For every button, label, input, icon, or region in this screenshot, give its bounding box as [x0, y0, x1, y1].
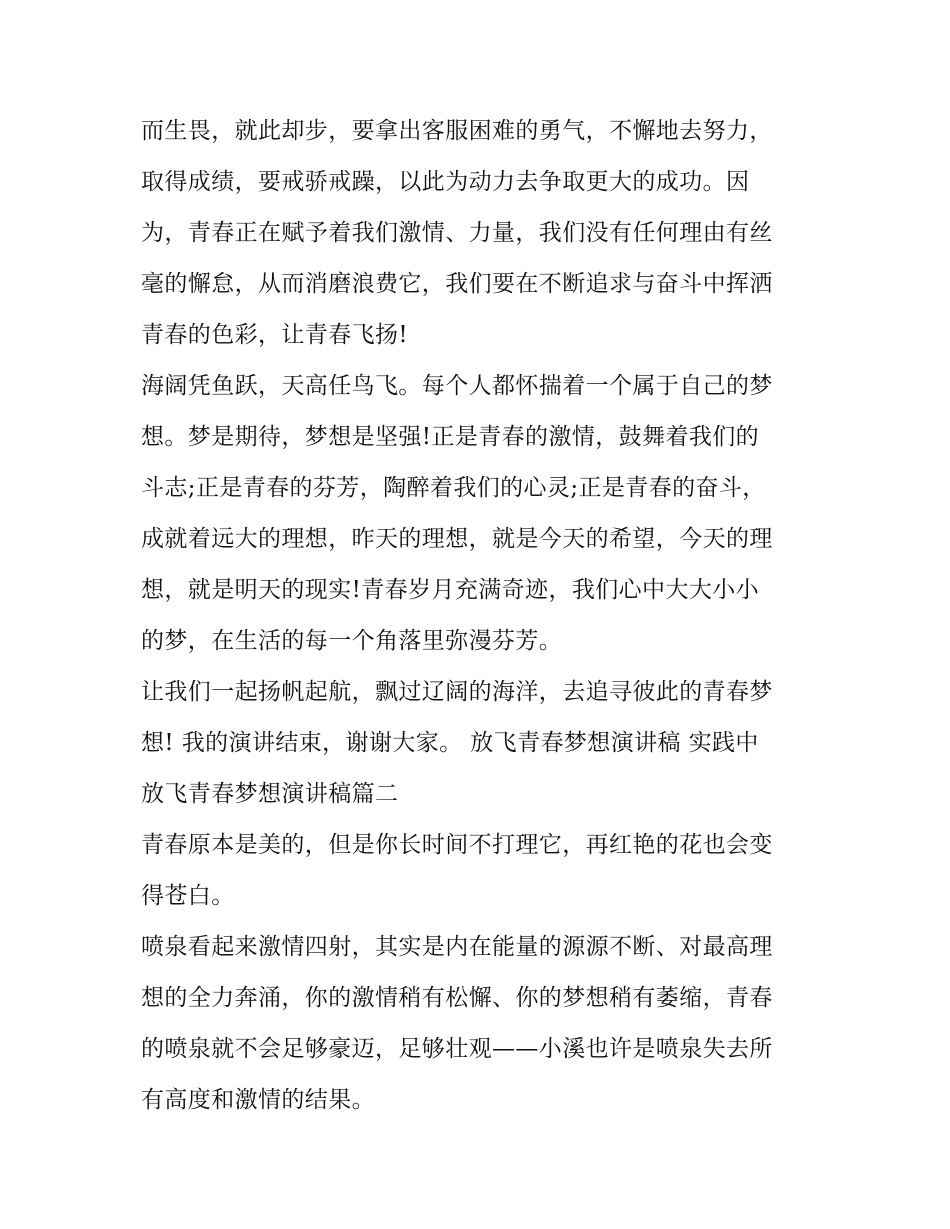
- text-line: 喷泉看起来激情四射，其实是内在能量的源源不断、对最高理: [141, 934, 773, 960]
- text-line: 让我们一起扬帆起航，飘过辽阔的海洋，去追寻彼此的青春梦: [141, 679, 773, 705]
- text-line: 想，就是明天的现实!青春岁月充满奇迹，我们心中大大小小: [141, 577, 760, 603]
- text-line: 放飞青春梦想演讲稿篇二: [141, 781, 399, 807]
- text-line: 海阔凭鱼跃，天高任鸟飞。每个人都怀揣着一个属于自己的梦: [141, 373, 773, 399]
- text-line: 青春原本是美的，但是你长时间不打理它，再红艳的花也会变: [141, 832, 773, 858]
- text-line: 斗志;正是青春的芬芳，陶醉着我们的心灵;正是青春的奋斗，: [141, 475, 766, 501]
- text-line: 取得成绩，要戒骄戒躁，以此为动力去争取更大的成功。因: [141, 169, 750, 195]
- paragraph-5: [141, 922, 821, 1126]
- paragraph-4: [141, 820, 821, 922]
- text-line: 而生畏，就此却步，要拿出客服困难的勇气，不懈地去努力，: [141, 118, 773, 144]
- text-line: 的喷泉就不会足够豪迈，足够壮观——小溪也许是喷泉失去所: [141, 1036, 773, 1062]
- text-line: 为，青春正在赋予着我们激情、力量，我们没有任何理由有丝: [141, 220, 773, 246]
- paragraph-3: [141, 667, 821, 820]
- text-line: 得苍白。: [141, 883, 235, 909]
- text-line: 想的全力奔涌，你的激情稍有松懈、你的梦想稍有萎缩，青春: [141, 985, 773, 1011]
- text-line: 想。梦是期待，梦想是坚强!正是青春的激情，鼓舞着我们的: [141, 424, 760, 450]
- text-line: 有高度和激情的结果。: [141, 1087, 375, 1113]
- text-line: 的梦，在生活的每一个角落里弥漫芬芳。: [141, 628, 563, 654]
- text-line: 成就着远大的理想，昨天的理想，就是今天的希望，今天的理: [141, 526, 773, 552]
- text-line: 毫的懈怠，从而消磨浪费它，我们要在不断追求与奋斗中挥洒: [141, 271, 773, 297]
- paragraph-1: [141, 106, 821, 361]
- paragraph-2: [141, 361, 821, 667]
- document-page: [141, 106, 821, 1126]
- text-line: 青春的色彩，让青春飞扬!: [141, 322, 409, 348]
- text-line: 想! 我的演讲结束，谢谢大家。 放飞青春梦想演讲稿 实践中: [141, 730, 759, 756]
